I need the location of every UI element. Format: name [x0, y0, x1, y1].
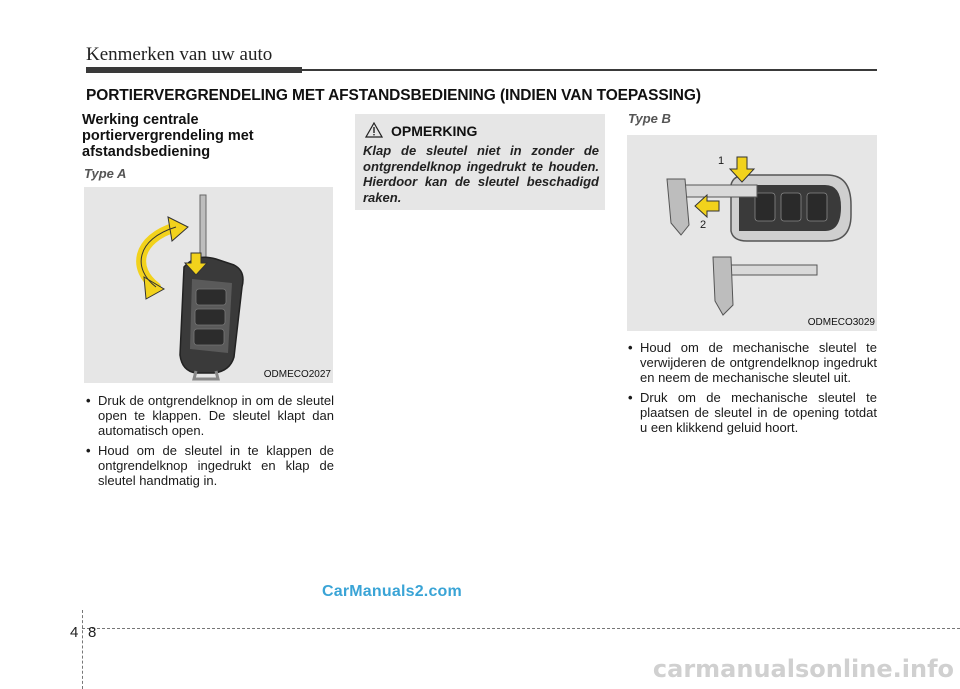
type-b-label: Type B	[628, 111, 671, 126]
sub-heading	[82, 112, 332, 160]
key-type-a-illustration	[84, 187, 333, 383]
sub-heading-line-1: Werking centrale	[82, 112, 199, 128]
lock-button-icon	[196, 289, 226, 305]
unlock-button-icon	[195, 309, 225, 325]
page-section-number: 4	[70, 624, 79, 641]
footer-vertical-divider	[82, 610, 83, 689]
bullet-icon: •	[628, 340, 633, 355]
bullet-icon: •	[86, 393, 91, 408]
mechanical-key-blade-separate	[727, 265, 817, 275]
note-text: Klap de sleutel niet in zonder de ontgrendelknop ingedrukt te houden. Hierdoor kan de sleutel beschadigd raken.	[363, 143, 599, 205]
note-box	[355, 114, 605, 210]
type-a-label: Type A	[84, 166, 127, 181]
key-type-b-illustration	[627, 135, 877, 331]
figure-code-type-b: ODMECO3029	[807, 317, 875, 328]
bullet-list-type-b	[626, 340, 877, 439]
section-title: PORTIERVERGRENDELING MET AFSTANDSBEDIENING (INDIEN VAN TOEPASSING)	[86, 87, 701, 104]
arrow-2-icon	[695, 195, 719, 217]
warning-triangle-icon	[365, 122, 383, 138]
figure-type-a	[84, 187, 333, 383]
callout-1: 1	[718, 155, 725, 167]
unlock-button-icon	[781, 193, 801, 221]
mechanical-key-blade	[677, 185, 757, 197]
bullet-icon: •	[86, 442, 91, 458]
lock-button-icon	[755, 193, 775, 221]
page-number: 8	[88, 624, 97, 641]
list-item: • Druk om de mechanische sleutel te plaatsen de sleutel in de opening totdat u een klikkend geluid hoort.	[628, 389, 877, 436]
mechanical-key-head	[667, 179, 689, 235]
sub-heading-line-3: afstandsbediening	[82, 144, 211, 160]
bullet-icon: •	[628, 389, 633, 405]
bullet-list-type-a	[84, 393, 334, 492]
callout-2: 2	[700, 219, 707, 231]
mechanical-key-head-separate	[713, 257, 733, 315]
list-item: • Houd om de mechanische sleutel te verwijderen de ontgrendelknop ingedrukt en neem de mechanische sleutel uit.	[628, 340, 877, 386]
site-watermark-link[interactable]: CarManuals2.com	[322, 583, 462, 600]
chapter-title: Kenmerken van uw auto	[86, 44, 273, 65]
list-item: • Houd om de sleutel in te klappen de ontgrendelknop ingedrukt en klap de sleutel handmatig in.	[86, 442, 334, 489]
header-bar	[86, 67, 302, 73]
note-title: OPMERKING	[391, 123, 478, 139]
trunk-button-icon	[807, 193, 827, 221]
figure-type-b	[627, 135, 877, 331]
trunk-button-icon	[194, 329, 224, 345]
header-rule	[302, 69, 877, 71]
sub-heading-line-2: portiervergrendeling met	[82, 128, 254, 144]
footer-watermark: carmanualsonline.info	[652, 655, 954, 683]
list-item: • Druk de ontgrendelknop in om de sleutel open te klappen. De sleutel klapt dan automatisch open.	[86, 393, 334, 439]
footer-divider	[82, 628, 960, 629]
figure-code-type-a: ODMECO2027	[263, 369, 331, 380]
